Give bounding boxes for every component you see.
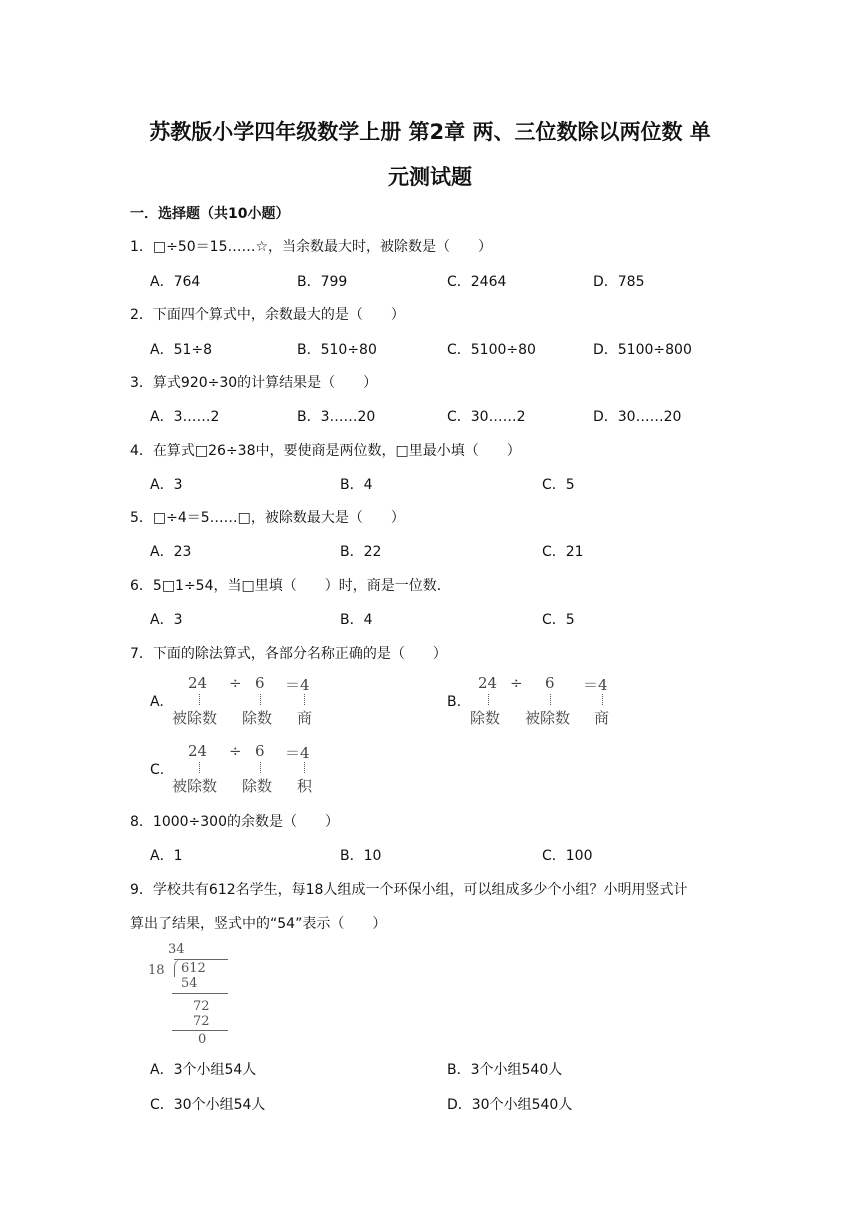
- q3-option-a[interactable]: A．3……2: [150, 409, 220, 425]
- q9-option-b[interactable]: B．3个小组540人: [447, 1062, 563, 1078]
- q6-option-c[interactable]: C．5: [542, 612, 575, 628]
- fig-c-label-3: 积: [297, 777, 313, 795]
- q9-option-d[interactable]: D．30个小组540人: [447, 1097, 573, 1113]
- fig-c-label-2: 除数: [242, 777, 273, 795]
- q5-option-a[interactable]: A．23: [150, 544, 192, 560]
- fig-a-quotient: ＝4: [285, 676, 310, 694]
- question-4: 4．在算式□26÷38中，要使商是两位数，□里最小填（ ）: [130, 443, 521, 459]
- q8-option-a[interactable]: A．1: [150, 848, 183, 864]
- fig-a-label-1: 被除数: [172, 709, 218, 727]
- ld-quotient: 34: [168, 942, 185, 957]
- q7-option-b[interactable]: B.: [447, 694, 462, 710]
- ld-remainder1: 72: [193, 999, 210, 1014]
- q2-option-c[interactable]: C．5100÷80: [447, 342, 536, 358]
- q3-option-b[interactable]: B．3……20: [297, 409, 376, 425]
- ld-step1: 54: [181, 976, 198, 991]
- fig-b-quotient: ＝4: [583, 676, 608, 694]
- question-9-line1: 9．学校共有612名学生，每18人组成一个环保小组，可以组成多少个小组？小明用竖式计: [130, 882, 688, 898]
- q6-option-b[interactable]: B．4: [340, 612, 373, 628]
- q4-option-c[interactable]: C．5: [542, 477, 575, 493]
- ld-step2: 72: [193, 1014, 210, 1029]
- ld-final-remainder: 0: [198, 1032, 207, 1047]
- q1-option-a[interactable]: A．764: [150, 274, 201, 290]
- question-8: 8．1000÷300的余数是（ ）: [130, 814, 339, 830]
- fig-c-divisor: 6: [255, 742, 265, 760]
- question-3: 3．算式920÷30的计算结果是（ ）: [130, 375, 378, 391]
- question-2: 2．下面四个算式中，余数最大的是（ ）: [130, 307, 405, 323]
- q6-option-a[interactable]: A．3: [150, 612, 183, 628]
- fig-a-divide-sign: ÷: [229, 674, 242, 692]
- question-9-line2: 算出了结果，竖式中的“54”表示（ ）: [130, 916, 387, 932]
- ld-dividend: 612: [181, 961, 206, 976]
- fig-b-dividend: 24: [478, 674, 498, 692]
- q2-option-b[interactable]: B．510÷80: [297, 342, 377, 358]
- fig-b-label-3: 商: [594, 709, 610, 727]
- q7-option-a[interactable]: A.: [150, 694, 164, 710]
- q7-option-c[interactable]: C.: [150, 762, 165, 778]
- fig-a-label-3: 商: [297, 709, 313, 727]
- question-1: 1．□÷50＝15……☆，当余数最大时，被除数是（ ）: [130, 239, 493, 255]
- document-title-line2: 元测试题: [388, 165, 472, 189]
- q4-option-b[interactable]: B．4: [340, 477, 373, 493]
- fig-a-dividend: 24: [188, 674, 208, 692]
- q7-figure-a: [172, 674, 322, 728]
- fig-c-label-1: 被除数: [172, 777, 218, 795]
- q5-option-b[interactable]: B．22: [340, 544, 382, 560]
- q4-option-a[interactable]: A．3: [150, 477, 183, 493]
- q7-figure-c: [172, 742, 322, 796]
- fig-c-dividend: 24: [188, 742, 208, 760]
- q8-option-c[interactable]: C．100: [542, 848, 593, 864]
- q9-option-c[interactable]: C．30个小组54人: [150, 1097, 266, 1113]
- section-heading: 一．选择题（共10小题）: [130, 206, 290, 222]
- question-7: 7．下面的除法算式，各部分名称正确的是（ ）: [130, 646, 447, 662]
- ld-divisor: 18: [148, 963, 165, 978]
- q3-option-d[interactable]: D．30……20: [593, 409, 682, 425]
- fig-b-divide-sign: ÷: [510, 674, 523, 692]
- document-title-line1: 苏教版小学四年级数学上册 第2章 两、三位数除以两位数 单: [149, 120, 711, 144]
- q5-option-c[interactable]: C．21: [542, 544, 584, 560]
- q1-option-d[interactable]: D．785: [593, 274, 645, 290]
- question-5: 5．□÷4＝5……□，被除数最大是（ ）: [130, 510, 405, 526]
- q9-option-a[interactable]: A．3个小组54人: [150, 1062, 257, 1078]
- fig-b-label-1: 除数: [470, 709, 501, 727]
- fig-c-product: ＝4: [285, 744, 310, 762]
- q3-option-c[interactable]: C．30……2: [447, 409, 526, 425]
- fig-a-label-2: 除数: [242, 709, 273, 727]
- q2-option-d[interactable]: D．5100÷800: [593, 342, 692, 358]
- q7-figure-b: [470, 674, 620, 728]
- fig-c-divide-sign: ÷: [229, 742, 242, 760]
- q2-option-a[interactable]: A．51÷8: [150, 342, 213, 358]
- q1-option-b[interactable]: B．799: [297, 274, 348, 290]
- fig-b-label-2: 被除数: [525, 709, 571, 727]
- q8-option-b[interactable]: B．10: [340, 848, 382, 864]
- fig-a-divisor: 6: [255, 674, 265, 692]
- long-division-figure: [148, 942, 238, 1050]
- question-6: 6．5□1÷54，当□里填（ ）时，商是一位数．: [130, 578, 451, 594]
- fig-b-divisor: 6: [545, 674, 555, 692]
- q1-option-c[interactable]: C．2464: [447, 274, 507, 290]
